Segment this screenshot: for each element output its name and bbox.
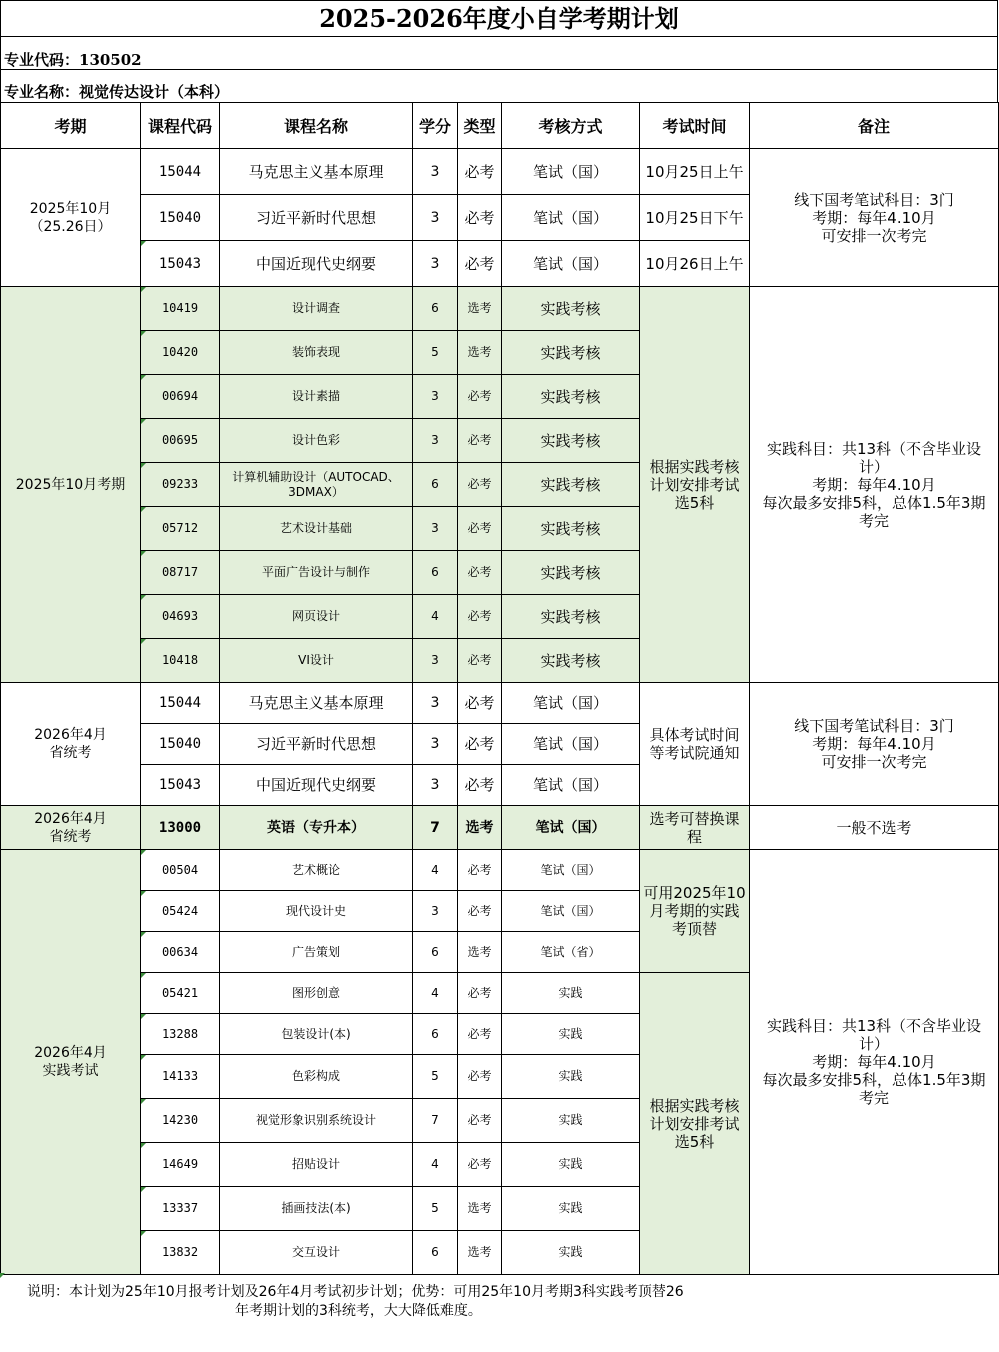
table-row	[1, 683, 999, 724]
course-name: 中国近现代史纲要	[220, 765, 413, 806]
exam-time-cell	[640, 806, 750, 850]
remark-line: 可安排一次考完	[821, 753, 927, 771]
exam-time: 10月25日上午	[640, 149, 750, 195]
course-type: 必考	[458, 973, 502, 1014]
time-line: 根据实践考核	[649, 1096, 740, 1115]
course-code: 10418	[141, 639, 220, 683]
period-line: 省统考	[49, 828, 92, 845]
course-name: 图形创意	[220, 973, 413, 1014]
exam-method: 实践	[502, 1055, 640, 1099]
course-type: 必考	[458, 1099, 502, 1143]
period-cell	[1, 850, 141, 1275]
exam-method: 笔试（国）	[502, 891, 640, 932]
exam-method: 笔试（国）	[502, 806, 640, 850]
course-name: 习近平新时代思想	[220, 195, 413, 241]
table-row	[1, 806, 999, 850]
course-name: 习近平新时代思想	[220, 724, 413, 765]
period-cell	[1, 806, 141, 850]
course-type: 选考	[458, 1231, 502, 1275]
course-credit: 3	[413, 149, 458, 195]
period-line: 2026年4月	[34, 810, 107, 827]
course-type: 必考	[458, 507, 502, 551]
remark-line: 每次最多安排5科，总体1.5年3期	[762, 1071, 986, 1089]
course-name: 装饰表现	[220, 331, 413, 375]
course-name: 计算机辅助设计（AUTOCAD、3DMAX）	[220, 463, 413, 507]
course-credit: 7	[413, 806, 458, 850]
time-line: 考顶替	[671, 920, 717, 938]
remark-line: 计）	[858, 1035, 889, 1053]
course-type: 必考	[458, 1014, 502, 1055]
time-line: 具体考试时间	[649, 726, 740, 744]
exam-method: 实践考核	[502, 595, 640, 639]
course-code: 00695	[141, 419, 220, 463]
course-code: 05421	[141, 973, 220, 1014]
header-name: 课程名称	[220, 103, 413, 149]
course-name: 广告策划	[220, 932, 413, 973]
course-name: 英语（专升本）	[220, 806, 413, 850]
header-period: 考期	[1, 103, 141, 149]
time-line: 选5科	[674, 493, 715, 512]
course-type: 必考	[458, 595, 502, 639]
course-code: 00634	[141, 932, 220, 973]
course-name: 艺术概论	[220, 850, 413, 891]
table-row	[1, 850, 999, 891]
period-line: 省统考	[49, 745, 92, 761]
remark-line: 考期：每年4.10月	[812, 475, 936, 494]
course-type: 必考	[458, 1055, 502, 1099]
course-code: 10420	[141, 331, 220, 375]
remark-cell	[750, 287, 999, 683]
exam-method: 笔试（国）	[502, 850, 640, 891]
sheet-title: 2025-2026年度小自学考期计划	[0, 0, 998, 36]
course-credit: 5	[413, 1187, 458, 1231]
course-credit: 6	[413, 287, 458, 331]
course-name: 马克思主义基本原理	[220, 683, 413, 724]
exam-method: 笔试（省）	[502, 932, 640, 973]
course-credit: 6	[413, 551, 458, 595]
course-credit: 4	[413, 850, 458, 891]
course-credit: 3	[413, 683, 458, 724]
course-code: 00504	[141, 850, 220, 891]
period-line: 2026年4月	[34, 727, 107, 743]
course-code: 15043	[141, 765, 220, 806]
course-code: 13337	[141, 1187, 220, 1231]
course-credit: 5	[413, 331, 458, 375]
course-code: 09233	[141, 463, 220, 507]
period-line: （25.26日）	[29, 218, 112, 235]
exam-time-cell	[640, 287, 750, 683]
remark-line: 线下国考笔试科目：3门	[794, 190, 954, 209]
exam-method: 实践考核	[502, 551, 640, 595]
course-type: 必考	[458, 195, 502, 241]
remark-line: 线下国考笔试科目：3门	[794, 717, 954, 735]
course-credit: 6	[413, 1014, 458, 1055]
course-name: 色彩构成	[220, 1055, 413, 1099]
course-code: 14230	[141, 1099, 220, 1143]
course-type: 必考	[458, 850, 502, 891]
course-name: 视觉形象识别系统设计	[220, 1099, 413, 1143]
exam-method: 实践考核	[502, 639, 640, 683]
course-name: 交互设计	[220, 1231, 413, 1275]
exam-method: 实践考核	[502, 463, 640, 507]
course-credit: 4	[413, 595, 458, 639]
exam-method: 实践	[502, 973, 640, 1014]
remark-cell	[750, 683, 999, 806]
course-name: 艺术设计基础	[220, 507, 413, 551]
exam-method: 实践考核	[502, 331, 640, 375]
course-name: 现代设计史	[220, 891, 413, 932]
course-credit: 3	[413, 419, 458, 463]
course-code: 13832	[141, 1231, 220, 1275]
header-type: 类型	[458, 103, 502, 149]
course-name: 马克思主义基本原理	[220, 149, 413, 195]
course-type: 必考	[458, 149, 502, 195]
course-code: 05712	[141, 507, 220, 551]
course-type: 选考	[458, 806, 502, 850]
course-credit: 6	[413, 932, 458, 973]
remark-line: 考期：每年4.10月	[812, 1053, 936, 1071]
table-row	[1, 287, 999, 331]
footnote-line: 年考期计划的3科统考，大大降低难度。	[235, 1303, 482, 1319]
course-credit: 3	[413, 375, 458, 419]
exam-method: 笔试（国）	[502, 724, 640, 765]
header-method: 考核方式	[502, 103, 640, 149]
exam-method: 实践	[502, 1231, 640, 1275]
course-type: 选考	[458, 287, 502, 331]
course-type: 选考	[458, 932, 502, 973]
remark-line: 实践科目：共13科（不含毕业设	[766, 439, 982, 458]
course-type: 必考	[458, 1143, 502, 1187]
course-credit: 6	[413, 1231, 458, 1275]
time-line: 可用2025年10	[643, 884, 746, 902]
course-name: 平面广告设计与制作	[220, 551, 413, 595]
remark-cell	[750, 850, 999, 1275]
course-type: 必考	[458, 765, 502, 806]
course-code: 14133	[141, 1055, 220, 1099]
course-credit: 3	[413, 724, 458, 765]
header-remark: 备注	[750, 103, 999, 149]
exam-method: 实践考核	[502, 287, 640, 331]
footnote	[27, 1283, 767, 1321]
course-type: 必考	[458, 375, 502, 419]
course-code: 04693	[141, 595, 220, 639]
time-line: 等考试院通知	[649, 744, 740, 762]
exam-method: 实践考核	[502, 375, 640, 419]
exam-method: 笔试（国）	[502, 683, 640, 724]
header-time: 考试时间	[640, 103, 750, 149]
course-code: 10419	[141, 287, 220, 331]
course-code: 13000	[141, 806, 220, 850]
course-name: 插画技法(本)	[220, 1187, 413, 1231]
course-type: 选考	[458, 1187, 502, 1231]
exam-method: 实践	[502, 1143, 640, 1187]
course-type: 必考	[458, 241, 502, 287]
remark-line: 每次最多安排5科，总体1.5年3期	[762, 493, 986, 512]
course-name: 包装设计(本)	[220, 1014, 413, 1055]
course-type: 选考	[458, 331, 502, 375]
period-cell	[1, 149, 141, 287]
time-line: 选考可替换课	[649, 809, 740, 828]
time-line: 根据实践考核	[649, 457, 740, 476]
course-credit: 4	[413, 1143, 458, 1187]
course-credit: 3	[413, 891, 458, 932]
course-type: 必考	[458, 419, 502, 463]
course-type: 必考	[458, 639, 502, 683]
major-code: 专业代码：130502	[0, 36, 998, 69]
remark-line: 实践科目：共13科（不含毕业设	[766, 1017, 982, 1035]
course-credit: 3	[413, 241, 458, 287]
header-credit: 学分	[413, 103, 458, 149]
course-code: 13288	[141, 1014, 220, 1055]
exam-time: 10月25日下午	[640, 195, 750, 241]
remark-line: 考期：每年4.10月	[812, 208, 936, 227]
footnote-line: 说明：本计划为25年10月报考计划及26年4月考试初步计划；优势：可用25年10月考期3科实践考顶替26	[27, 1284, 684, 1300]
course-credit: 4	[413, 973, 458, 1014]
remark-cell: 一般不选考	[750, 806, 999, 850]
course-credit: 3	[413, 639, 458, 683]
exam-method: 笔试（国）	[502, 241, 640, 287]
remark-line: 考完	[858, 511, 889, 530]
period-line: 2025年10月	[29, 200, 112, 217]
period-cell: 2025年10月考期	[1, 287, 141, 683]
period-cell	[1, 683, 141, 806]
exam-time-cell	[640, 683, 750, 806]
course-name: 中国近现代史纲要	[220, 241, 413, 287]
major-name: 专业名称：视觉传达设计（本科）	[0, 69, 998, 102]
exam-time: 10月26日上午	[640, 241, 750, 287]
period-line: 实践考试	[42, 1063, 99, 1079]
course-credit: 3	[413, 507, 458, 551]
remark-line: 可安排一次考完	[821, 226, 927, 245]
course-code: 15043	[141, 241, 220, 287]
exam-method: 实践	[502, 1187, 640, 1231]
course-type: 必考	[458, 551, 502, 595]
exam-method: 实践考核	[502, 507, 640, 551]
course-name: 网页设计	[220, 595, 413, 639]
exam-method: 实践考核	[502, 419, 640, 463]
course-credit: 6	[413, 463, 458, 507]
course-code: 00694	[141, 375, 220, 419]
course-credit: 3	[413, 765, 458, 806]
exam-time-cell	[640, 850, 750, 973]
course-name: VI设计	[220, 639, 413, 683]
course-code: 15044	[141, 149, 220, 195]
remark-cell	[750, 149, 999, 287]
course-code: 15040	[141, 195, 220, 241]
time-line: 计划安排考试	[649, 475, 740, 494]
time-line: 程	[686, 827, 702, 846]
cell-marker-icon	[0, 1273, 5, 1278]
period-line: 2026年4月	[34, 1045, 107, 1061]
course-type: 必考	[458, 891, 502, 932]
plan-table	[0, 102, 999, 1275]
course-name: 设计调查	[220, 287, 413, 331]
course-type: 必考	[458, 683, 502, 724]
course-credit: 5	[413, 1055, 458, 1099]
remark-line: 考完	[858, 1089, 889, 1107]
course-code: 15040	[141, 724, 220, 765]
header-code: 课程代码	[141, 103, 220, 149]
course-code: 08717	[141, 551, 220, 595]
time-line: 计划安排考试	[649, 1114, 740, 1133]
remark-line: 考期：每年4.10月	[812, 735, 936, 753]
header-row	[1, 103, 999, 149]
course-name: 招贴设计	[220, 1143, 413, 1187]
course-name: 设计素描	[220, 375, 413, 419]
course-type: 必考	[458, 463, 502, 507]
exam-method: 笔试（国）	[502, 149, 640, 195]
exam-time-cell	[640, 973, 750, 1275]
time-line: 月考期的实践	[649, 902, 740, 920]
exam-method: 实践	[502, 1014, 640, 1055]
time-line: 选5科	[674, 1132, 715, 1151]
course-code: 05424	[141, 891, 220, 932]
exam-method: 实践	[502, 1099, 640, 1143]
course-code: 14649	[141, 1143, 220, 1187]
course-code: 15044	[141, 683, 220, 724]
exam-method: 笔试（国）	[502, 765, 640, 806]
remark-line: 计）	[858, 457, 889, 476]
table-row	[1, 149, 999, 195]
course-name: 设计色彩	[220, 419, 413, 463]
course-credit: 3	[413, 195, 458, 241]
course-type: 必考	[458, 724, 502, 765]
course-credit: 7	[413, 1099, 458, 1143]
exam-method: 笔试（国）	[502, 195, 640, 241]
